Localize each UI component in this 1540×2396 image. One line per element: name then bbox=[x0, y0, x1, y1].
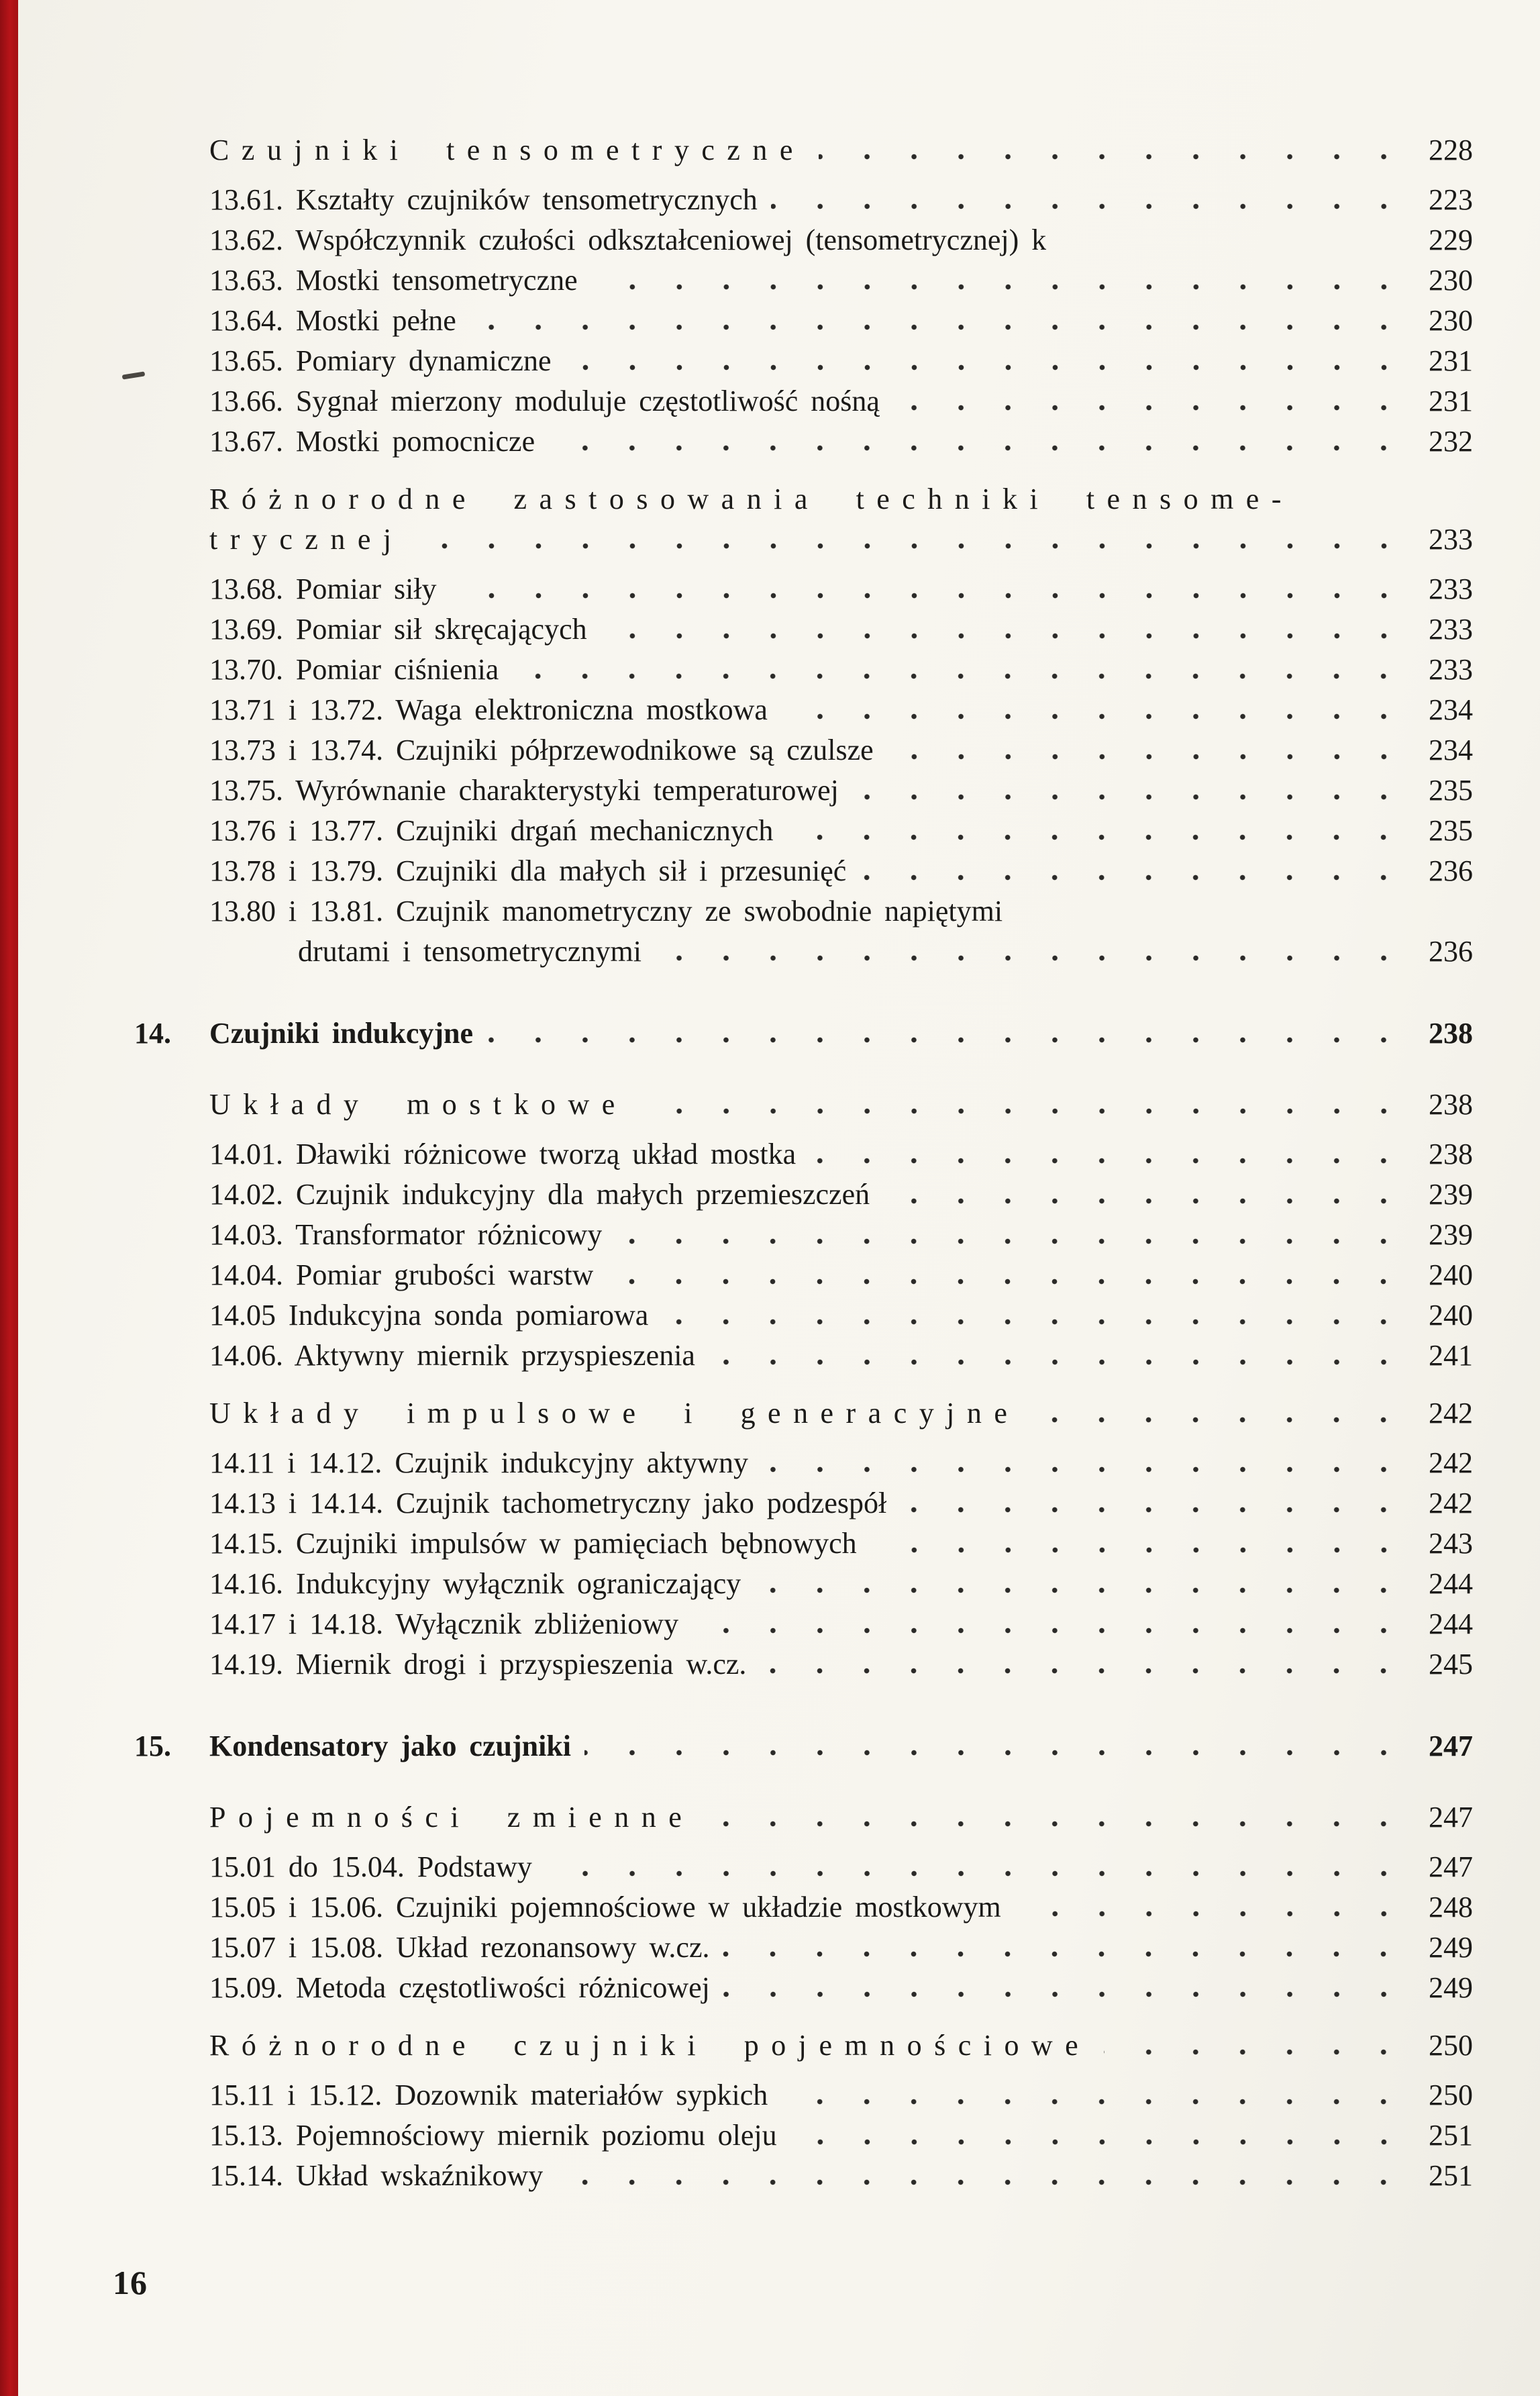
page-number: 245 bbox=[1429, 1648, 1473, 1681]
toc-row bbox=[209, 1175, 1473, 1215]
entry-title: Układy impulsowe i generacyjne bbox=[209, 1397, 1020, 1430]
entry-title: 13.70. Pomiar ciśnienia bbox=[209, 653, 499, 686]
toc-entry bbox=[209, 301, 1473, 341]
toc-row bbox=[209, 1847, 1473, 1887]
entry-title: 13.76 i 13.77. Czujniki drgań mechanicznych bbox=[209, 814, 774, 847]
toc-entry bbox=[209, 1336, 1473, 1376]
toc-row bbox=[134, 1013, 1473, 1054]
leader-dots bbox=[546, 1870, 1407, 1877]
page-number: 223 bbox=[1429, 183, 1473, 216]
toc-row bbox=[209, 341, 1473, 381]
page-number: 242 bbox=[1429, 1446, 1473, 1479]
leader-dots bbox=[601, 633, 1407, 639]
toc-entry bbox=[209, 1215, 1473, 1255]
toc-row bbox=[209, 811, 1473, 851]
toc-row bbox=[209, 479, 1473, 519]
entry-title: 14.01. Dławiki różnicowe tworzą układ mostka bbox=[209, 1138, 797, 1170]
page-number: 249 bbox=[1429, 1931, 1473, 1964]
footer-page-number: 16 bbox=[113, 2264, 148, 2301]
entry-title: Układy mostkowe bbox=[209, 1088, 627, 1121]
toc-entry bbox=[209, 1295, 1473, 1336]
leader-dots bbox=[709, 1359, 1407, 1365]
toc-row bbox=[209, 301, 1473, 341]
toc-section-heading bbox=[209, 1797, 1473, 1838]
entry-title-continued: drutami i tensometrycznymi bbox=[298, 935, 641, 968]
entry-title: Pojemności zmienne bbox=[209, 1801, 695, 1834]
toc-row bbox=[209, 2026, 1473, 2066]
entry-title-continued: trycznej bbox=[209, 523, 404, 556]
entry-title: 14.04. Pomiar grubości warstw bbox=[209, 1258, 594, 1291]
toc-row bbox=[209, 2115, 1473, 2156]
page-number: 240 bbox=[1429, 1258, 1473, 1291]
leader-dots bbox=[781, 2099, 1407, 2105]
page-number: 239 bbox=[1429, 1218, 1473, 1251]
page-number: 235 bbox=[1429, 774, 1473, 807]
page-red-edge bbox=[0, 0, 18, 2396]
toc-entry bbox=[209, 1968, 1473, 2008]
entry-title: 15.09. Metoda częstotliwości różnicowej bbox=[209, 1971, 710, 2004]
toc-row bbox=[209, 1295, 1473, 1336]
toc-row bbox=[209, 220, 1473, 260]
leader-dots bbox=[790, 2139, 1407, 2145]
toc-entry bbox=[209, 1847, 1473, 1887]
entry-title: 15.11 i 15.12. Dozownik materiałów sypkich bbox=[209, 2079, 768, 2111]
entry-title: 14.05 Indukcyjna sonda pomiarowa bbox=[209, 1299, 649, 1332]
entry-title: 15.14. Układ wskaźnikowy bbox=[209, 2159, 544, 2192]
leader-dots bbox=[1015, 1911, 1407, 1917]
toc-row-continuation bbox=[209, 932, 1473, 972]
toc-entry bbox=[209, 1644, 1473, 1685]
page-number: 238 bbox=[1429, 1138, 1473, 1170]
entry-title: 13.68. Pomiar siły bbox=[209, 572, 437, 605]
entry-title: 15.07 i 15.08. Układ rezonansowy w.cz. bbox=[209, 1931, 710, 1964]
page-number: 233 bbox=[1429, 572, 1473, 605]
toc-row bbox=[209, 1524, 1473, 1564]
entry-title: 15.05 i 15.06. Czujniki pojemnościowe w układzie mostkowym bbox=[209, 1891, 1001, 1924]
leader-dots bbox=[1104, 2049, 1407, 2055]
toc-row bbox=[209, 130, 1473, 170]
toc-entry bbox=[209, 1524, 1473, 1564]
leader-dots bbox=[870, 1547, 1407, 1553]
toc-row bbox=[209, 1887, 1473, 1928]
entry-title: 14.02. Czujnik indukcyjny dla małych przemieszczeń bbox=[209, 1178, 870, 1211]
toc-row bbox=[209, 1797, 1473, 1838]
toc-entry bbox=[209, 1175, 1473, 1215]
toc-entry bbox=[209, 851, 1473, 891]
leader-dots bbox=[584, 1750, 1407, 1756]
page-number: 234 bbox=[1429, 693, 1473, 726]
toc-row bbox=[209, 1604, 1473, 1644]
toc-entry bbox=[209, 341, 1473, 381]
page-number: 244 bbox=[1429, 1607, 1473, 1640]
toc-entry bbox=[209, 1483, 1473, 1524]
entry-title: Czujniki indukcyjne bbox=[209, 1017, 474, 1050]
entry-title: 14.03. Transformator różnicowy bbox=[209, 1218, 603, 1251]
entry-title: Kondensatory jako czujniki bbox=[209, 1730, 572, 1762]
page-number: 230 bbox=[1429, 304, 1473, 337]
entry-title: 14.17 i 14.18. Wyłącznik zbliżeniowy bbox=[209, 1607, 679, 1640]
toc-row-continuation bbox=[209, 519, 1473, 560]
page-number: 250 bbox=[1429, 2029, 1473, 2062]
leader-dots bbox=[723, 1991, 1407, 1997]
leader-dots bbox=[707, 1821, 1407, 1827]
entry-title: 13.71 i 13.72. Waga elektroniczna mostkowa bbox=[209, 693, 768, 726]
page-number: 228 bbox=[1429, 134, 1473, 166]
toc-row bbox=[209, 891, 1473, 932]
toc-row bbox=[209, 1564, 1473, 1604]
entry-title: 13.73 i 13.74. Czujniki półprzewodnikowe są czulsze bbox=[209, 734, 874, 766]
leader-dots bbox=[1060, 244, 1407, 250]
leader-dots bbox=[470, 324, 1407, 330]
leader-dots bbox=[1033, 1417, 1407, 1423]
page-number: 233 bbox=[1429, 613, 1473, 646]
toc-entry bbox=[209, 690, 1473, 730]
toc-row bbox=[209, 421, 1473, 462]
leader-dots bbox=[860, 875, 1407, 881]
toc-row bbox=[209, 260, 1473, 301]
leader-dots bbox=[692, 1628, 1407, 1634]
leader-dots bbox=[893, 405, 1407, 411]
toc-entry bbox=[209, 1134, 1473, 1175]
page-number: 248 bbox=[1429, 1891, 1473, 1924]
leader-dots bbox=[760, 1668, 1407, 1674]
toc-entry bbox=[209, 609, 1473, 650]
toc-row bbox=[209, 180, 1473, 220]
entry-title: 13.69. Pomiar sił skręcających bbox=[209, 613, 587, 646]
page-number: 247 bbox=[1429, 1850, 1473, 1883]
toc-entry bbox=[209, 1564, 1473, 1604]
toc-row bbox=[209, 381, 1473, 421]
page-number: 243 bbox=[1429, 1527, 1473, 1560]
toc-entry bbox=[209, 1928, 1473, 1968]
toc-row bbox=[209, 650, 1473, 690]
toc-entry bbox=[209, 1255, 1473, 1295]
page-number: 240 bbox=[1429, 1299, 1473, 1332]
leader-dots bbox=[819, 154, 1407, 160]
entry-title: 14.19. Miernik drogi i przyspieszenia w.cz. bbox=[209, 1648, 747, 1681]
page-number: 241 bbox=[1429, 1339, 1473, 1372]
page-number: 244 bbox=[1429, 1567, 1473, 1600]
toc-row bbox=[209, 1644, 1473, 1685]
toc-entry bbox=[209, 381, 1473, 421]
toc bbox=[134, 113, 1473, 2196]
toc-row bbox=[209, 1085, 1473, 1125]
toc-entry bbox=[209, 1443, 1473, 1483]
leader-dots bbox=[781, 713, 1407, 719]
toc-entry bbox=[209, 180, 1473, 220]
toc-row bbox=[209, 569, 1473, 609]
toc-entry bbox=[209, 1604, 1473, 1644]
toc-entry bbox=[209, 891, 1473, 972]
toc-row bbox=[209, 2075, 1473, 2115]
entry-title: 13.80 i 13.81. Czujnik manometryczny ze swobodnie napiętymi bbox=[209, 895, 1003, 928]
page-number: 247 bbox=[1429, 1801, 1473, 1834]
page-number: 242 bbox=[1429, 1397, 1473, 1430]
toc-entry bbox=[209, 569, 1473, 609]
leader-dots bbox=[556, 2179, 1407, 2185]
page-number: 249 bbox=[1429, 1971, 1473, 2004]
leader-dots bbox=[641, 1108, 1407, 1114]
entry-title: 13.67. Mostki pomocnicze bbox=[209, 425, 535, 458]
entry-title: 14.16. Indukcyjny wyłącznik ograniczający bbox=[209, 1567, 741, 1600]
leader-dots bbox=[809, 1158, 1407, 1164]
page-number: 230 bbox=[1429, 264, 1473, 297]
toc-row bbox=[209, 690, 1473, 730]
page-number: 233 bbox=[1429, 523, 1473, 556]
toc-section-heading bbox=[209, 2026, 1473, 2066]
toc-row bbox=[209, 851, 1473, 891]
page-number: 239 bbox=[1429, 1178, 1473, 1211]
page-number: 231 bbox=[1429, 344, 1473, 377]
entry-title: 13.62. Współczynnik czułości odkształceniowej (tensometrycznej) k bbox=[209, 223, 1047, 256]
entry-title: 13.64. Mostki pełne bbox=[209, 304, 456, 337]
page-number: 232 bbox=[1429, 425, 1473, 458]
toc-entry bbox=[209, 220, 1473, 260]
entry-title: 13.63. Mostki tensometryczne bbox=[209, 264, 578, 297]
page-number: 251 bbox=[1429, 2159, 1473, 2192]
toc-section-heading bbox=[209, 479, 1473, 560]
page-number: 250 bbox=[1429, 2079, 1473, 2111]
leader-dots bbox=[607, 1279, 1407, 1285]
page-number: 238 bbox=[1429, 1017, 1473, 1050]
leader-dots bbox=[883, 1198, 1407, 1204]
leader-dots bbox=[615, 1238, 1407, 1244]
print-artifact-dash bbox=[122, 371, 146, 379]
leader-dots bbox=[900, 1507, 1407, 1513]
toc-section-heading bbox=[209, 130, 1473, 170]
entry-title: Czujniki tensometryczne bbox=[209, 134, 805, 166]
toc-row bbox=[209, 609, 1473, 650]
page-number: 251 bbox=[1429, 2119, 1473, 2152]
toc-row bbox=[209, 1928, 1473, 1968]
toc-entry bbox=[209, 770, 1473, 811]
page-number: 247 bbox=[1429, 1730, 1473, 1762]
toc-chapter bbox=[134, 1726, 1473, 1766]
leader-dots bbox=[662, 1319, 1407, 1325]
toc-entry bbox=[209, 650, 1473, 690]
toc-entry bbox=[209, 730, 1473, 770]
toc-section-heading bbox=[209, 1085, 1473, 1125]
toc-row bbox=[209, 1255, 1473, 1295]
toc-row bbox=[209, 1336, 1473, 1376]
leader-dots bbox=[887, 754, 1407, 760]
leader-dots bbox=[486, 1037, 1407, 1043]
entry-title: 14.06. Aktywny miernik przyspieszenia bbox=[209, 1339, 695, 1372]
leader-dots bbox=[512, 673, 1407, 679]
toc-entry bbox=[209, 811, 1473, 851]
toc-entry bbox=[209, 2075, 1473, 2115]
leader-dots bbox=[565, 364, 1407, 370]
toc-entry bbox=[209, 421, 1473, 462]
leader-dots bbox=[450, 593, 1407, 599]
toc-row bbox=[209, 1393, 1473, 1434]
entry-title: 13.61. Kształty czujników tensometrycznych bbox=[209, 183, 758, 216]
leader-dots bbox=[762, 1466, 1407, 1472]
toc-row bbox=[209, 730, 1473, 770]
entry-title: 13.66. Sygnał mierzony moduluje częstotliwość nośną bbox=[209, 385, 880, 417]
page-number: 229 bbox=[1429, 223, 1473, 256]
entry-title: 13.78 i 13.79. Czujniki dla małych sił i przesunięć bbox=[209, 854, 847, 887]
page-number: 233 bbox=[1429, 653, 1473, 686]
entry-title: 14.13 i 14.14. Czujnik tachometryczny jako podzespół bbox=[209, 1487, 887, 1519]
chapter-number: 15. bbox=[134, 1730, 171, 1762]
entry-title: 13.65. Pomiary dynamiczne bbox=[209, 344, 552, 377]
toc-entry bbox=[209, 2115, 1473, 2156]
toc-entry bbox=[209, 260, 1473, 301]
toc-entry bbox=[209, 2156, 1473, 2196]
leader-dots bbox=[417, 543, 1407, 549]
entry-title: 14.11 i 14.12. Czujnik indukcyjny aktywny bbox=[209, 1446, 749, 1479]
toc-row bbox=[209, 1483, 1473, 1524]
leader-dots bbox=[771, 203, 1407, 209]
leader-dots bbox=[548, 445, 1407, 451]
toc-row bbox=[209, 1134, 1473, 1175]
page-number: 235 bbox=[1429, 814, 1473, 847]
page-number: 242 bbox=[1429, 1487, 1473, 1519]
page-number: 234 bbox=[1429, 734, 1473, 766]
toc-row bbox=[209, 1443, 1473, 1483]
toc-row bbox=[209, 1215, 1473, 1255]
toc-entry bbox=[209, 1887, 1473, 1928]
entry-title: 13.75. Wyrównanie charakterystyki temperaturowej bbox=[209, 774, 839, 807]
toc-row bbox=[209, 770, 1473, 811]
toc-row bbox=[209, 2156, 1473, 2196]
chapter-number: 14. bbox=[134, 1017, 171, 1050]
leader-dots bbox=[591, 284, 1407, 290]
toc-section-heading bbox=[209, 1393, 1473, 1434]
entry-title: 14.15. Czujniki impulsów w pamięciach bębnowych bbox=[209, 1527, 857, 1560]
leader-dots bbox=[786, 834, 1407, 840]
page-number: 238 bbox=[1429, 1088, 1473, 1121]
toc-row bbox=[134, 1726, 1473, 1766]
entry-title: Różnorodne zastosowania techniki tensome- bbox=[209, 483, 1294, 515]
leader-dots bbox=[655, 955, 1407, 961]
entry-title: 15.13. Pojemnościowy miernik poziomu oleju bbox=[209, 2119, 777, 2152]
leader-dots bbox=[754, 1587, 1407, 1593]
leader-dots bbox=[723, 1951, 1407, 1957]
entry-title: 15.01 do 15.04. Podstawy bbox=[209, 1850, 532, 1883]
toc-chapter bbox=[134, 1013, 1473, 1054]
page-number: 236 bbox=[1429, 854, 1473, 887]
page-number: 236 bbox=[1429, 935, 1473, 968]
leader-dots bbox=[852, 794, 1407, 800]
entry-title: Różnorodne czujniki pojemnościowe bbox=[209, 2029, 1091, 2062]
toc-row bbox=[209, 1968, 1473, 2008]
page-number: 231 bbox=[1429, 385, 1473, 417]
